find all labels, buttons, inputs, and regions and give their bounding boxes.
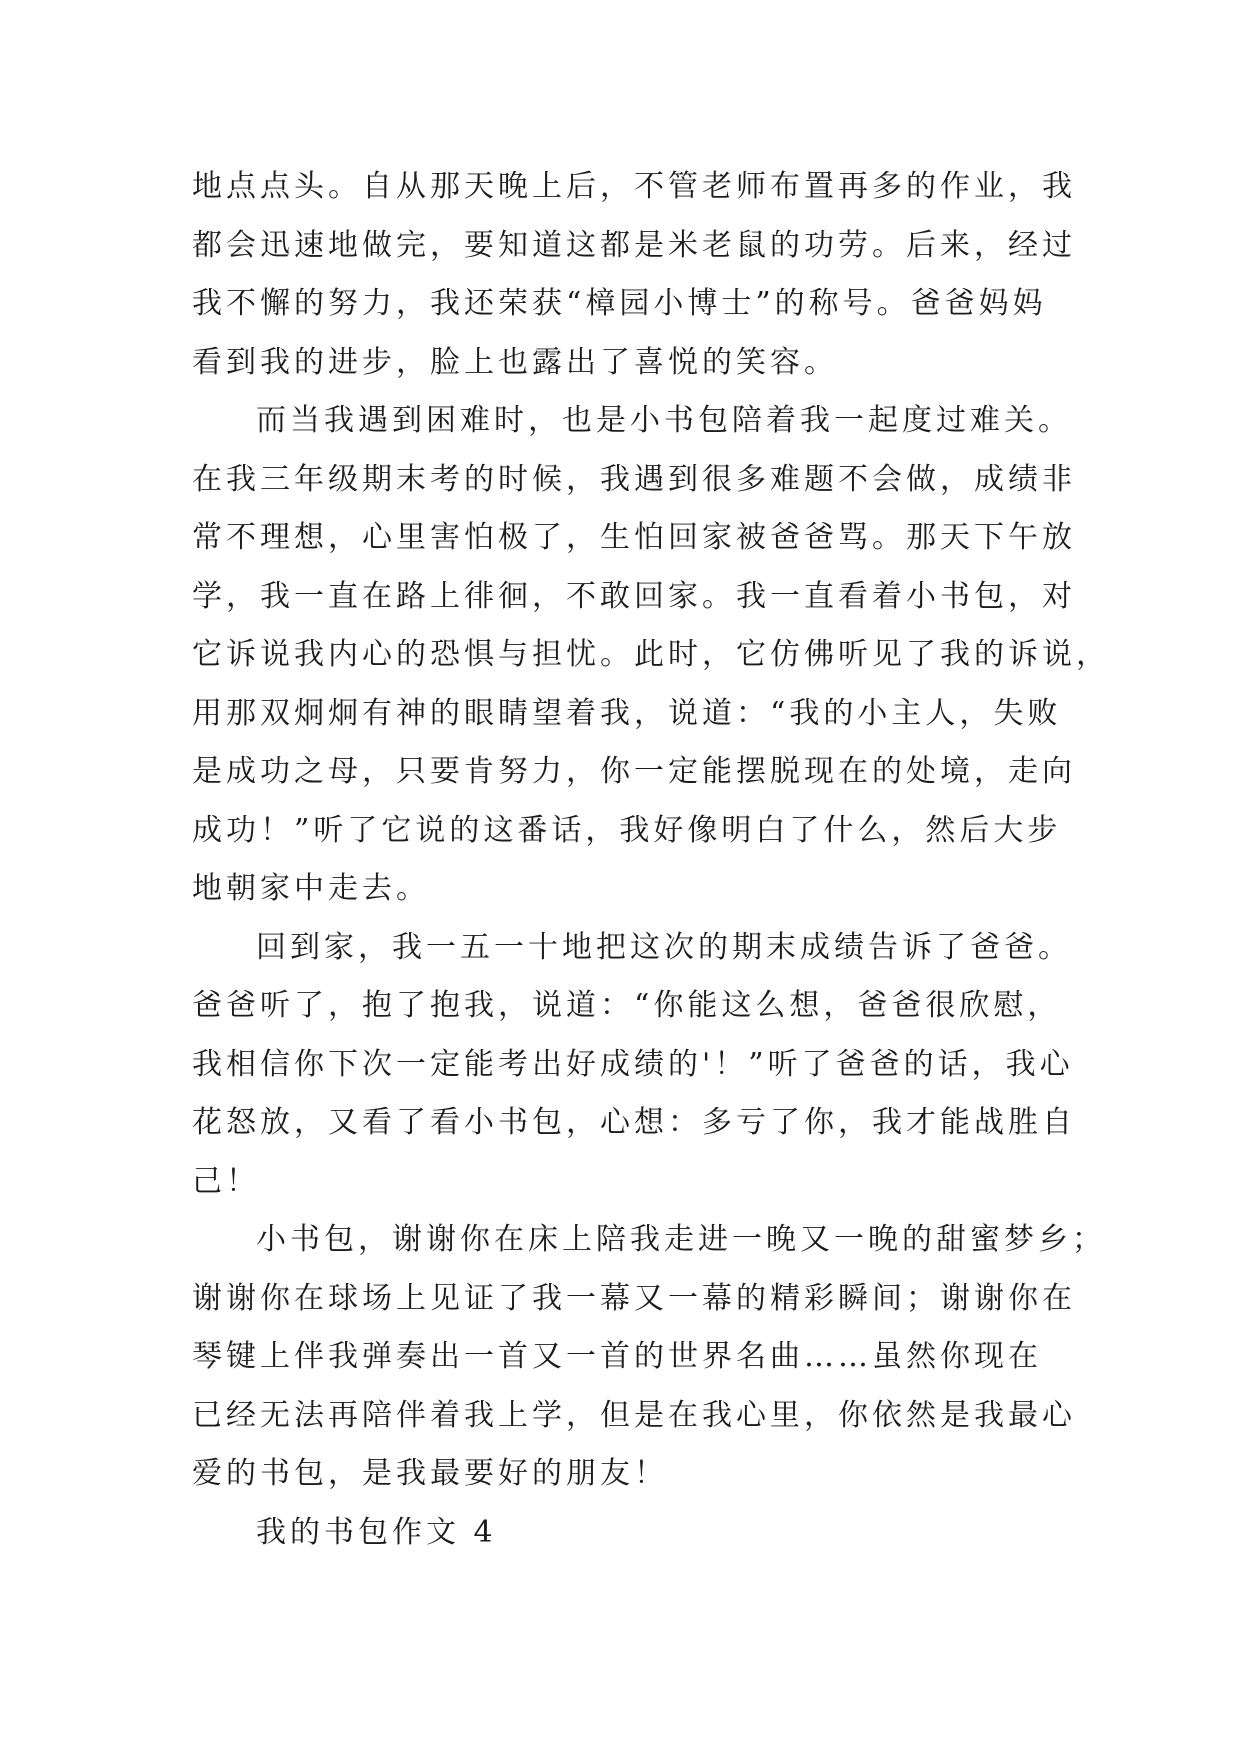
text-line: 它诉说我内心的恐惧与担忧。此时，它仿佛听见了我的诉说， xyxy=(192,637,1110,672)
text-line: 用那双炯炯有神的眼睛望着我，说道：“我的小主人，失败 xyxy=(192,695,1062,731)
text-line: 成功！”听了它说的这番话，我好像明白了什么，然后大步 xyxy=(192,812,1062,848)
text-line: 地点点头。自从那天晚上后，不管老师布置再多的作业，我 xyxy=(192,169,1076,204)
text-line: 我相信你下次一定能考出好成绩的'！”听了爸爸的话，我心 xyxy=(192,1046,1074,1082)
paragraph-start-line: 小书包，谢谢你在床上陪我走进一晚又一晚的甜蜜梦乡； xyxy=(256,1222,1106,1257)
document-body xyxy=(192,158,1110,1562)
text-line: 琴键上伴我弹奏出一首又一首的世界名曲……虽然你现在 xyxy=(192,1339,1042,1374)
text-line: 花怒放，又看了看小书包，心想：多亏了你，我才能战胜自 xyxy=(192,1105,1076,1140)
text-line: 看到我的进步，脸上也露出了喜悦的笑容。 xyxy=(192,344,838,380)
text-line: 学，我一直在路上徘徊，不敢回家。我一直看着小书包，对 xyxy=(192,578,1076,614)
paragraph-start-line: 回到家，我一五一十地把这次的期末成绩告诉了爸爸。 xyxy=(256,929,1072,965)
text-line: 爸爸听了，抱了抱我，说道：“你能这么想，爸爸很欣慰， xyxy=(192,988,1062,1023)
text-line: 地朝家中走去。 xyxy=(192,871,430,906)
text-line: 常不理想，心里害怕极了，生怕回家被爸爸骂。那天下午放 xyxy=(192,520,1076,555)
text-line: 都会迅速地做完，要知道这都是米老鼠的功劳。后来，经过 xyxy=(192,227,1076,263)
text-line: 己！ xyxy=(192,1163,260,1199)
text-line: 在我三年级期末考的时候，我遇到很多难题不会做，成绩非 xyxy=(192,461,1076,497)
text-line: 谢谢你在球场上见证了我一幕又一幕的精彩瞬间；谢谢你在 xyxy=(192,1280,1076,1316)
text-line: 是成功之母，只要肯努力，你一定能摆脱现在的处境，走向 xyxy=(192,754,1076,789)
section-heading: 我的书包作文 4 xyxy=(256,1514,497,1550)
text-line: 我不懈的努力，我还荣获“樟园小博士”的称号。爸爸妈妈 xyxy=(192,286,1047,321)
paragraph-start-line: 而当我遇到困难时，也是小书包陪着我一起度过难关。 xyxy=(256,403,1072,438)
text-line: 爱的书包，是我最要好的朋友！ xyxy=(192,1456,668,1491)
text-line: 已经无法再陪伴着我上学，但是在我心里，你依然是我最心 xyxy=(192,1397,1076,1433)
